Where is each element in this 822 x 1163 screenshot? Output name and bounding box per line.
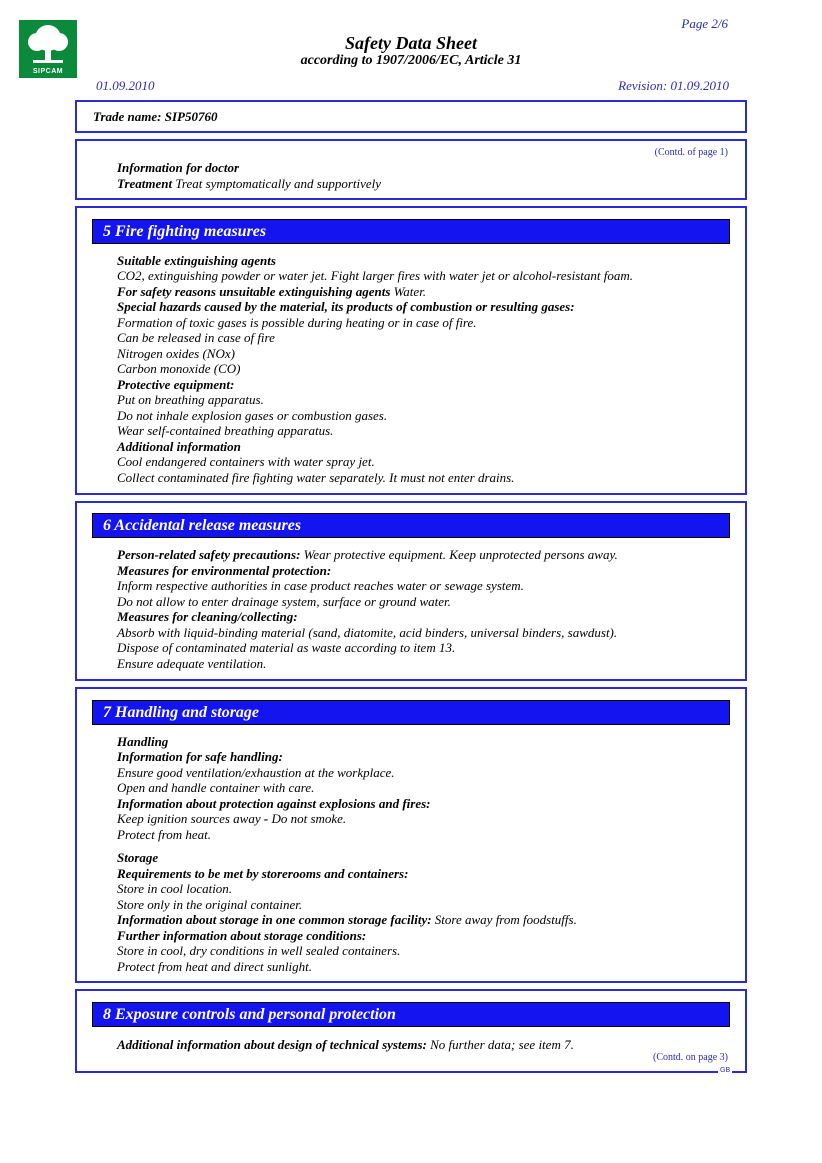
s6-line: Ensure adequate ventilation. bbox=[117, 656, 267, 671]
s6-line: Inform respective authorities in case product reaches water or sewage system. bbox=[117, 578, 524, 593]
logo-text: SIPCAM bbox=[32, 68, 64, 75]
s7-line: Information about protection against explosions and fires: bbox=[117, 796, 431, 811]
s5-line: CO2, extinguishing powder or water jet. Fight larger fires with water jet or alcohol-resistant foam. bbox=[117, 268, 634, 283]
s5-line: Suitable extinguishing agents bbox=[117, 253, 276, 268]
s5-line: Collect contaminated fire fighting water separately. It must not enter drains. bbox=[117, 470, 515, 485]
s6-line: Measures for cleaning/collecting: bbox=[117, 609, 298, 624]
section-5-title: 5 Fire fighting measures bbox=[93, 220, 729, 243]
s7-line: Requirements to be met by storerooms and containers: bbox=[117, 866, 409, 881]
section-6-title: 6 Accidental release measures bbox=[93, 514, 729, 537]
s7-line: Ensure good ventilation/exhaustion at the workplace. bbox=[117, 765, 395, 780]
section-7-title: 7 Handling and storage bbox=[93, 701, 729, 724]
s5-line: Additional information bbox=[117, 439, 241, 454]
s7-line: Protect from heat and direct sunlight. bbox=[117, 959, 312, 974]
s5-line: Can be released in case of fire bbox=[117, 330, 275, 345]
revision-date: Revision: 01.09.2010 bbox=[618, 78, 729, 93]
s7-line: Protect from heat. bbox=[117, 827, 211, 842]
s6-line: Do not allow to enter drainage system, surface or ground water. bbox=[117, 594, 451, 609]
s6-line: Measures for environmental protection: bbox=[117, 563, 332, 578]
s7-line: Keep ignition sources away - Do not smoke. bbox=[117, 811, 347, 826]
trade-name: Trade name: SIP50760 bbox=[93, 109, 218, 124]
s8-line: Additional information about design of technical systems: No further data; see item 7. bbox=[117, 1037, 574, 1052]
s5-line: Special hazards caused by the material, its products of combustion or resulting gases: bbox=[117, 299, 575, 314]
s5-line: Formation of toxic gases is possible during heating or in case of fire. bbox=[117, 315, 477, 330]
s7-line: Store in cool, dry conditions in well sealed containers. bbox=[117, 943, 401, 958]
s7-line: Storage bbox=[117, 850, 159, 865]
s7-line: Store in cool location. bbox=[117, 881, 233, 896]
s6-line: Dispose of contaminated material as waste according to item 13. bbox=[117, 640, 456, 655]
doctor-treatment: Treatment Treat symptomatically and supportively bbox=[117, 176, 382, 191]
language-code: GB bbox=[720, 1067, 731, 1074]
s7-line: Information for safe handling: bbox=[117, 749, 283, 764]
s7-line: Store only in the original container. bbox=[117, 897, 303, 912]
continued-on: (Contd. on page 3) bbox=[653, 1052, 728, 1063]
s7-line: Further information about storage conditions: bbox=[117, 928, 367, 943]
page-number: Page 2/6 bbox=[681, 16, 728, 31]
s5-line: Carbon monoxide (CO) bbox=[117, 361, 241, 376]
s5-line: Put on breathing apparatus. bbox=[117, 392, 264, 407]
s7-line: Information about storage in one common storage facility: Store away from foodstuffs. bbox=[117, 912, 577, 927]
s6-line: Person-related safety precautions: Wear protective equipment. Keep unprotected persons away. bbox=[117, 547, 618, 562]
document-title: Safety Data Sheet bbox=[345, 33, 477, 53]
print-date: 01.09.2010 bbox=[96, 78, 155, 93]
s5-line: Nitrogen oxides (NOx) bbox=[117, 346, 235, 361]
s5-line: Protective equipment: bbox=[117, 377, 235, 392]
s6-line: Absorb with liquid-binding material (sand, diatomite, acid binders, universal binders, sawdust). bbox=[117, 625, 618, 640]
doctor-heading: Information for doctor bbox=[117, 160, 240, 175]
s5-line: Wear self-contained breathing apparatus. bbox=[117, 423, 334, 438]
continued-from: (Contd. of page 1) bbox=[654, 147, 728, 158]
document-subtitle: according to 1907/2006/EC, Article 31 bbox=[300, 53, 522, 68]
s5-line: For safety reasons unsuitable extinguishing agents Water. bbox=[117, 284, 427, 299]
s7-line: Handling bbox=[117, 734, 169, 749]
s5-line: Cool endangered containers with water spray jet. bbox=[117, 454, 375, 469]
s7-line: Open and handle container with care. bbox=[117, 780, 315, 795]
s5-line: Do not inhale explosion gases or combustion gases. bbox=[117, 408, 388, 423]
section-8-title: 8 Exposure controls and personal protection bbox=[93, 1003, 729, 1026]
